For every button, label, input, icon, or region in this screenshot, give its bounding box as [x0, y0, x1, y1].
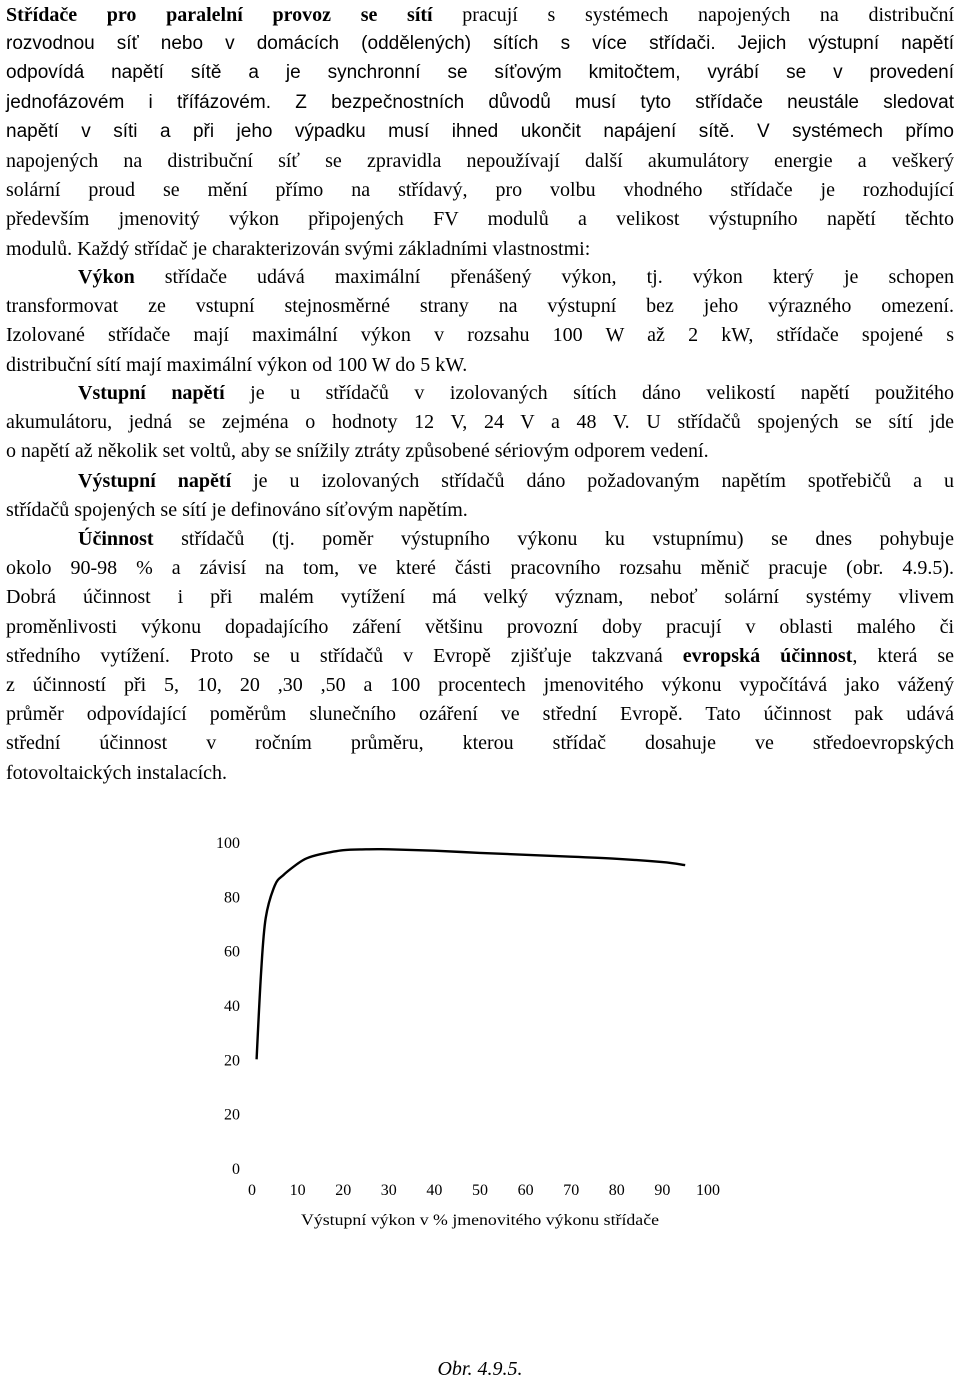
p2-line — [6, 291, 954, 321]
text-span: napětí v síti a při jeho výpadku musí ihned ukončit napájení sítě. V systémech přímo — [6, 120, 954, 142]
efficiency-chart — [0, 820, 960, 1240]
text-span: odpovídá napětí sítě a je synchronní se síťovým kmitočtem, vyrábí se v provedení — [6, 62, 954, 84]
bold-term: Účinnost — [78, 528, 154, 550]
y-tick-label: 20 — [224, 1052, 240, 1070]
text-span: střídačů spojených se sítí je definováno síťovým napětím. — [6, 499, 468, 522]
text-span: je u izolovaných střídačů dáno požadovaným napětím spotřebičů a u — [231, 470, 954, 492]
text-span: pracují s systémech napojených na distribuční — [432, 4, 955, 26]
text-span: je u střídačů v izolovaných sítích dáno velikostí napětí použitého — [224, 382, 954, 404]
y-axis-ticks — [216, 835, 240, 1178]
text-span: především jmenovitý výkon připojených FV modulů a velikost výstupního napětí těchto — [6, 208, 954, 231]
p1-line — [6, 234, 954, 264]
y-tick-label: 40 — [224, 998, 240, 1015]
x-tick-label: 60 — [517, 1182, 534, 1199]
p3-line — [6, 378, 954, 408]
text-span: středního vytížení. Proto se u střídačů v Evropě zjišťuje takzvaná — [6, 644, 683, 667]
p5-line — [6, 582, 954, 612]
bold-term: Vstupní napětí — [78, 382, 225, 404]
bold-term: Výstupní napětí — [78, 470, 232, 492]
p5-line — [6, 728, 954, 758]
p5-line — [6, 699, 954, 729]
x-axis-label: Výstupní výkon v % jmenovitého výkonu střídače — [301, 1212, 659, 1229]
text-span: proměnlivosti výkonu dopadajícího záření většinu provozní doby pracují v oblasti malého či — [6, 615, 954, 638]
text-span: o napětí až několik set voltů, aby se snížily ztráty způsobené sériovým odporem vedení. — [6, 440, 709, 463]
text-span: distribuční sítí mají maximální výkon od 100 W do 5 kW. — [6, 353, 468, 376]
p4-line — [6, 466, 954, 496]
p5-line — [6, 641, 954, 671]
text-span: fotovoltaických instalacích. — [6, 761, 228, 784]
text-span: , která se — [852, 644, 954, 667]
p2-line — [6, 350, 954, 380]
x-tick-label: 20 — [335, 1182, 352, 1199]
p1-line — [6, 117, 954, 147]
x-tick-label: 80 — [608, 1182, 625, 1199]
text-span: jednofázovém i třífázovém. Z bezpečnostních důvodů musí tyto střídače neustále sledovat — [6, 91, 954, 113]
x-axis-ticks — [248, 1182, 720, 1199]
text-span: střídače udává maximální přenášený výkon, tj. výkon který je schopen — [134, 266, 954, 288]
y-tick-label: 0 — [232, 1161, 240, 1178]
p5-line — [6, 670, 954, 700]
text-span: Izolované střídače mají maximální výkon v rozsahu 100 W až 2 kW, střídače spojené s — [6, 324, 954, 347]
figure-caption: Obr. 4.9.5. — [437, 1358, 523, 1380]
x-tick-label: 10 — [289, 1182, 306, 1199]
p5-line — [6, 758, 954, 788]
p1-line — [6, 58, 954, 88]
p5-line — [6, 524, 954, 554]
text-span: modulů. Každý střídač je charakterizován svými základními vlastnostmi: — [6, 237, 591, 260]
y-tick-label: 100 — [216, 835, 240, 852]
x-tick-label: 50 — [472, 1182, 488, 1199]
p4-line — [6, 495, 954, 525]
x-tick-label: 0 — [248, 1182, 256, 1199]
x-tick-label: 40 — [426, 1182, 443, 1199]
text-span: rozvodnou síť nebo v domácích (oddělených) sítích s více střídači. Jejich výstupní napětí — [6, 33, 954, 55]
efficiency-curve — [257, 849, 686, 1059]
text-span: napojených na distribuční síť se zpravidla nepoužívají další akumulátory energie a veškerý — [6, 150, 954, 172]
text-span: solární proud se mění přímo na střídavý, pro volbu vhodného střídače je rozhodující — [6, 179, 954, 202]
y-tick-label: 80 — [224, 889, 240, 907]
p1-line — [6, 0, 954, 30]
p1-line — [6, 204, 954, 234]
p3-line — [6, 407, 954, 437]
text-span: průměr odpovídající poměrům slunečního ozáření ve střední Evropě. Tato účinnost pak udává — [6, 703, 954, 726]
y-tick-label: 60 — [224, 943, 240, 961]
text-span: střední účinnost v ročním průměru, kterou střídač dosahuje ve středoevropských — [6, 732, 954, 755]
p1-line — [6, 146, 954, 176]
p3-line — [6, 436, 954, 466]
text-span: transformovat ze vstupní stejnosměrné strany na výstupní bez jeho výrazného omezení. — [6, 295, 954, 318]
bold-term: Výkon — [78, 266, 135, 288]
bold-term: evropská účinnost — [682, 644, 853, 667]
x-tick-label: 30 — [380, 1182, 397, 1199]
text-span: okolo 90-98 % a závisí na tom, ve které části pracovního rozsahu měnič pracuje (obr. 4.9.5). — [6, 557, 954, 580]
p5-line — [6, 612, 954, 642]
text-span: akumulátoru, jedná se zejména o hodnoty 12 V, 24 V a 48 V. U střídačů spojených se sítí jde — [6, 411, 954, 434]
p1-line — [6, 29, 954, 59]
bold-term: Střídače pro paralelní provoz se sítí — [6, 4, 433, 26]
p5-line — [6, 553, 954, 583]
p1-line — [6, 88, 954, 118]
x-tick-label: 70 — [563, 1182, 580, 1199]
x-tick-label: 90 — [654, 1182, 671, 1199]
p2-line — [6, 320, 954, 350]
text-span: Dobrá účinnost i při malém vytížení má velký význam, neboť solární systémy vlivem — [6, 586, 954, 609]
text-span: střídačů (tj. poměr výstupního výkonu ku vstupnímu) se dnes pohybuje — [153, 528, 954, 550]
y-tick-label: 20 — [224, 1106, 240, 1124]
text-span: z účinností při 5, 10, 20 ,30 ,50 a 100 procentech jmenovitého výkonu vypočítává jako vážený — [6, 674, 954, 696]
p1-line — [6, 175, 954, 205]
p2-line — [6, 262, 954, 292]
x-tick-label: 100 — [696, 1182, 720, 1199]
